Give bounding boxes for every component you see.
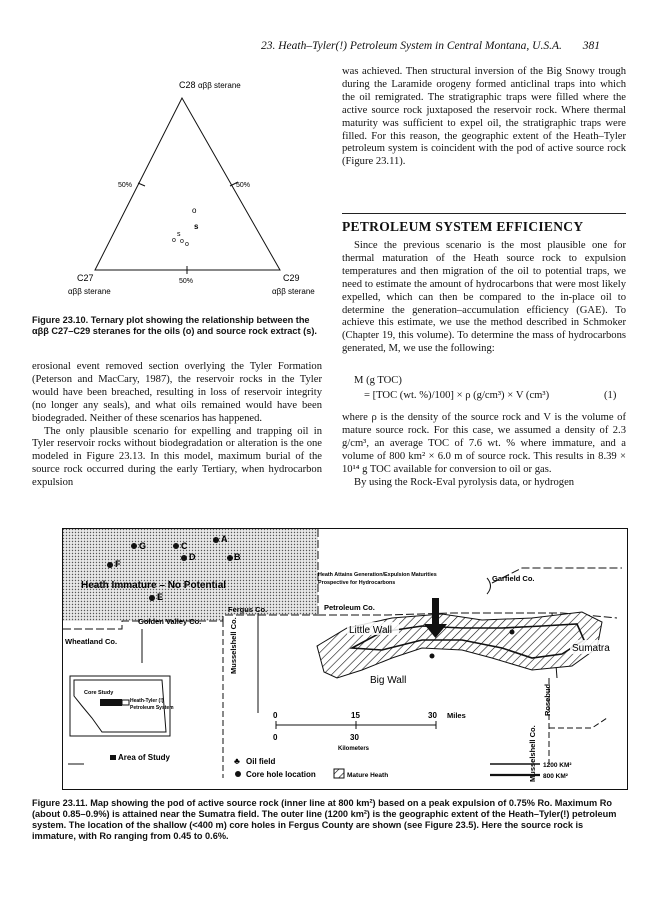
immature-zone [63, 529, 318, 615]
left-paragraph-2: The only plausible scenario for expelling and trapping oil in Tyler reservoir rocks without biodegradation or alteration is the one modeled in Figure 23.13. In this model, maximum burial of the source rock occurred during the early Tertiary, when hydrocarbon expulsion [32, 425, 322, 489]
oil-point: o [172, 237, 176, 244]
core-hole-marker [181, 555, 187, 561]
core-hole-legend-icon [235, 771, 241, 777]
oil-point: o [185, 241, 189, 248]
area-of-study-label: Area of Study [118, 753, 171, 762]
kilometers-label: Kilometers [338, 746, 370, 752]
core-hole-legend: Core hole location [246, 770, 316, 779]
mid-right-label: 50% [236, 182, 251, 189]
maturity-label-2: Prospective for Hydrocarbons [318, 580, 396, 586]
core-study-label: Core Study [84, 690, 114, 696]
core-hole-marker [227, 555, 233, 561]
left-column [32, 361, 322, 490]
little-wall-label: Little Wall [349, 625, 392, 636]
heath-tyler-label-2: Petroleum System [130, 705, 174, 711]
well-label: F [115, 559, 121, 569]
equation-number: (1) [604, 390, 617, 401]
well-label: D [189, 552, 196, 562]
oil-point: o [192, 206, 197, 215]
equation-line-1: M (g TOC) [354, 375, 402, 386]
big-wall-label: Big Wall [370, 675, 407, 686]
heath-immature-label: Heath Immature – No Potential [81, 580, 227, 591]
oil-point: o [180, 238, 184, 245]
scale-0: 0 [273, 711, 278, 720]
mature-heath-legend-icon [334, 769, 344, 778]
mature-heath-pod [317, 612, 602, 678]
apex-left-label: αββ sterane [68, 287, 111, 296]
core-hole-marker [173, 543, 179, 549]
source-rock-map [62, 528, 628, 790]
scale-30: 30 [428, 711, 437, 720]
well-label: A [221, 534, 228, 544]
well-label: G [139, 541, 147, 551]
golden-valley-label: Golden Valley Co. [138, 617, 202, 626]
sumatra-label: Sumatra [572, 643, 610, 654]
apex-right-label: αββ sterane [272, 287, 315, 296]
mid-left-label: 50% [118, 182, 133, 189]
miles-label: Miles [447, 711, 466, 720]
right-column-3 [342, 412, 626, 489]
petroleum-co-label: Petroleum Co. [324, 603, 375, 612]
apex-top-label: αββ sterane [198, 81, 241, 90]
km-30: 30 [350, 733, 359, 742]
arrow-shaft [432, 598, 439, 624]
mature-heath-legend: Mature Heath [347, 772, 389, 779]
tick-left [138, 183, 145, 186]
county-boundary [549, 718, 607, 728]
rosebud-label: Rosebud [543, 683, 552, 716]
garfield-label: Garfield Co. [492, 574, 535, 583]
right-column [342, 66, 626, 169]
musselshell-left-label: Musselshell Co. [229, 617, 238, 674]
left-paragraph-1: erosional event removed section overlying the Tyler Formation (Peterson and MacCary, 1987), the reservoir rocks in the Tyler would have been breached, resulting in loss of reservoir integrity (no longer any seals), and what oils remained would have been biodegraded. Neither of these scenarios has happened. [32, 361, 322, 424]
oil-field-marker [510, 630, 515, 635]
oil-field-legend-icon: ♣ [234, 756, 240, 766]
right-paragraph-3: where ρ is the density of the source rock and V is the volume of mature source rock. For this case, we assumed a density of 2.3 g/cm³, an average TOC of 7.6 wt. % where immature, and a volume of 800 km² × 6.0 m of source rock. This results in 8.39 × 10¹⁴ g TOC available for conversion to oil or gas. [342, 412, 626, 475]
km-0: 0 [273, 733, 278, 742]
apex-right: C29 [283, 273, 300, 283]
core-study-box [122, 700, 129, 705]
oil-point: s [177, 231, 181, 238]
running-header [0, 40, 600, 52]
page-number: 381 [582, 40, 600, 52]
oil-field-legend: Oil field [246, 757, 276, 766]
mid-bottom-label: 50% [179, 278, 194, 285]
study-area [100, 699, 122, 706]
extract-point: s [194, 222, 199, 231]
fergus-label: Fergus Co. [228, 605, 268, 614]
well-label: E [157, 592, 164, 602]
area-of-study-swatch [110, 755, 116, 760]
right-paragraph-1: was achieved. Then structural inversion of the Big Snowy trough during the Laramide orogeny formed anticlinal traps into which the oil remigrated. The stratigraphic traps were filled where the active source rock juxtaposed the reservoir rock. Where thermal maturity was sufficient to expel oil, the stratigraphic traps were filled. For this reason, the geographic extent of the Heath–Tyler petroleum system is coincident with the pod of active source rock (Figure 23.11). [342, 66, 626, 168]
figure-23-10-caption: Figure 23.10. Ternary plot showing the relationship between the αββ C27–C29 steranes for the oils (o) and source rock extract (s). [32, 315, 317, 336]
core-hole-marker [149, 595, 155, 601]
equation-line-2: = [TOC (wt. %)/100] × ρ (g/cm³) × V (cm³) [364, 390, 550, 401]
core-hole-marker [213, 537, 219, 543]
header-title: 23. Heath–Tyler(!) Petroleum System in Central Montana, U.S.A. [261, 40, 562, 52]
legend-800: 800 KM² [543, 773, 568, 780]
section-rule [342, 213, 626, 214]
apex-top: C28 [179, 80, 196, 90]
right-column-2 [342, 240, 626, 356]
right-paragraph-4: By using the Rock-Eval pyrolysis data, or hydrogen [354, 476, 575, 488]
leader-line [487, 578, 491, 594]
ternary-plot [40, 78, 330, 308]
right-paragraph-2: Since the previous scenario is the most plausible one for thermal maturation of the Heath source rock to expulsion temperatures and then migration of the oil to potential traps, we need to estimate the amount of hydrocarbons that were most likely expelled, which can then be compared to the in-place oil to determine the generation–accumulation efficiency (GAE). To achieve this estimate, we use the method described in Schmoker (Chapter 19, this volume). To determine the mass of hydrocarbons generated, M, we use the following: [342, 240, 626, 355]
heath-tyler-label-1: Heath-Tyler (!) [130, 698, 164, 704]
section-heading: PETROLEUM SYSTEM EFFICIENCY [342, 219, 584, 234]
wheatland-label: Wheatland Co. [65, 637, 118, 646]
core-hole-marker [131, 543, 137, 549]
core-hole-marker [107, 562, 113, 568]
well-label: B [234, 552, 241, 562]
well-label: C [181, 541, 188, 551]
scale-15: 15 [351, 711, 360, 720]
maturity-label-1: Heath Attains Generation/Expulsion Maturities [318, 572, 437, 578]
figure-23-11-caption: Figure 23.11. Map showing the pod of active source rock (inner line at 800 km²) based on a peak expulsion of 0.75% Ro. Maximum Ro (about 0.85–0.9%) is attained near the Sumatra field. The outer line (1200 km²) is the geographic extent of the Heath–Tyler(!) petroleum system. The location of the shallow (<400 m) core holes in Fergus County are shown (see Figure 23.5). Here the source rock is immature, with Ro ranging from 0.45 to 0.6%. [32, 798, 617, 841]
legend-1200: 1200 KM² [543, 762, 572, 769]
apex-left: C27 [77, 273, 94, 283]
oil-field-marker [430, 654, 435, 659]
musselshell-right-label: Musselshell Co. [528, 725, 537, 782]
